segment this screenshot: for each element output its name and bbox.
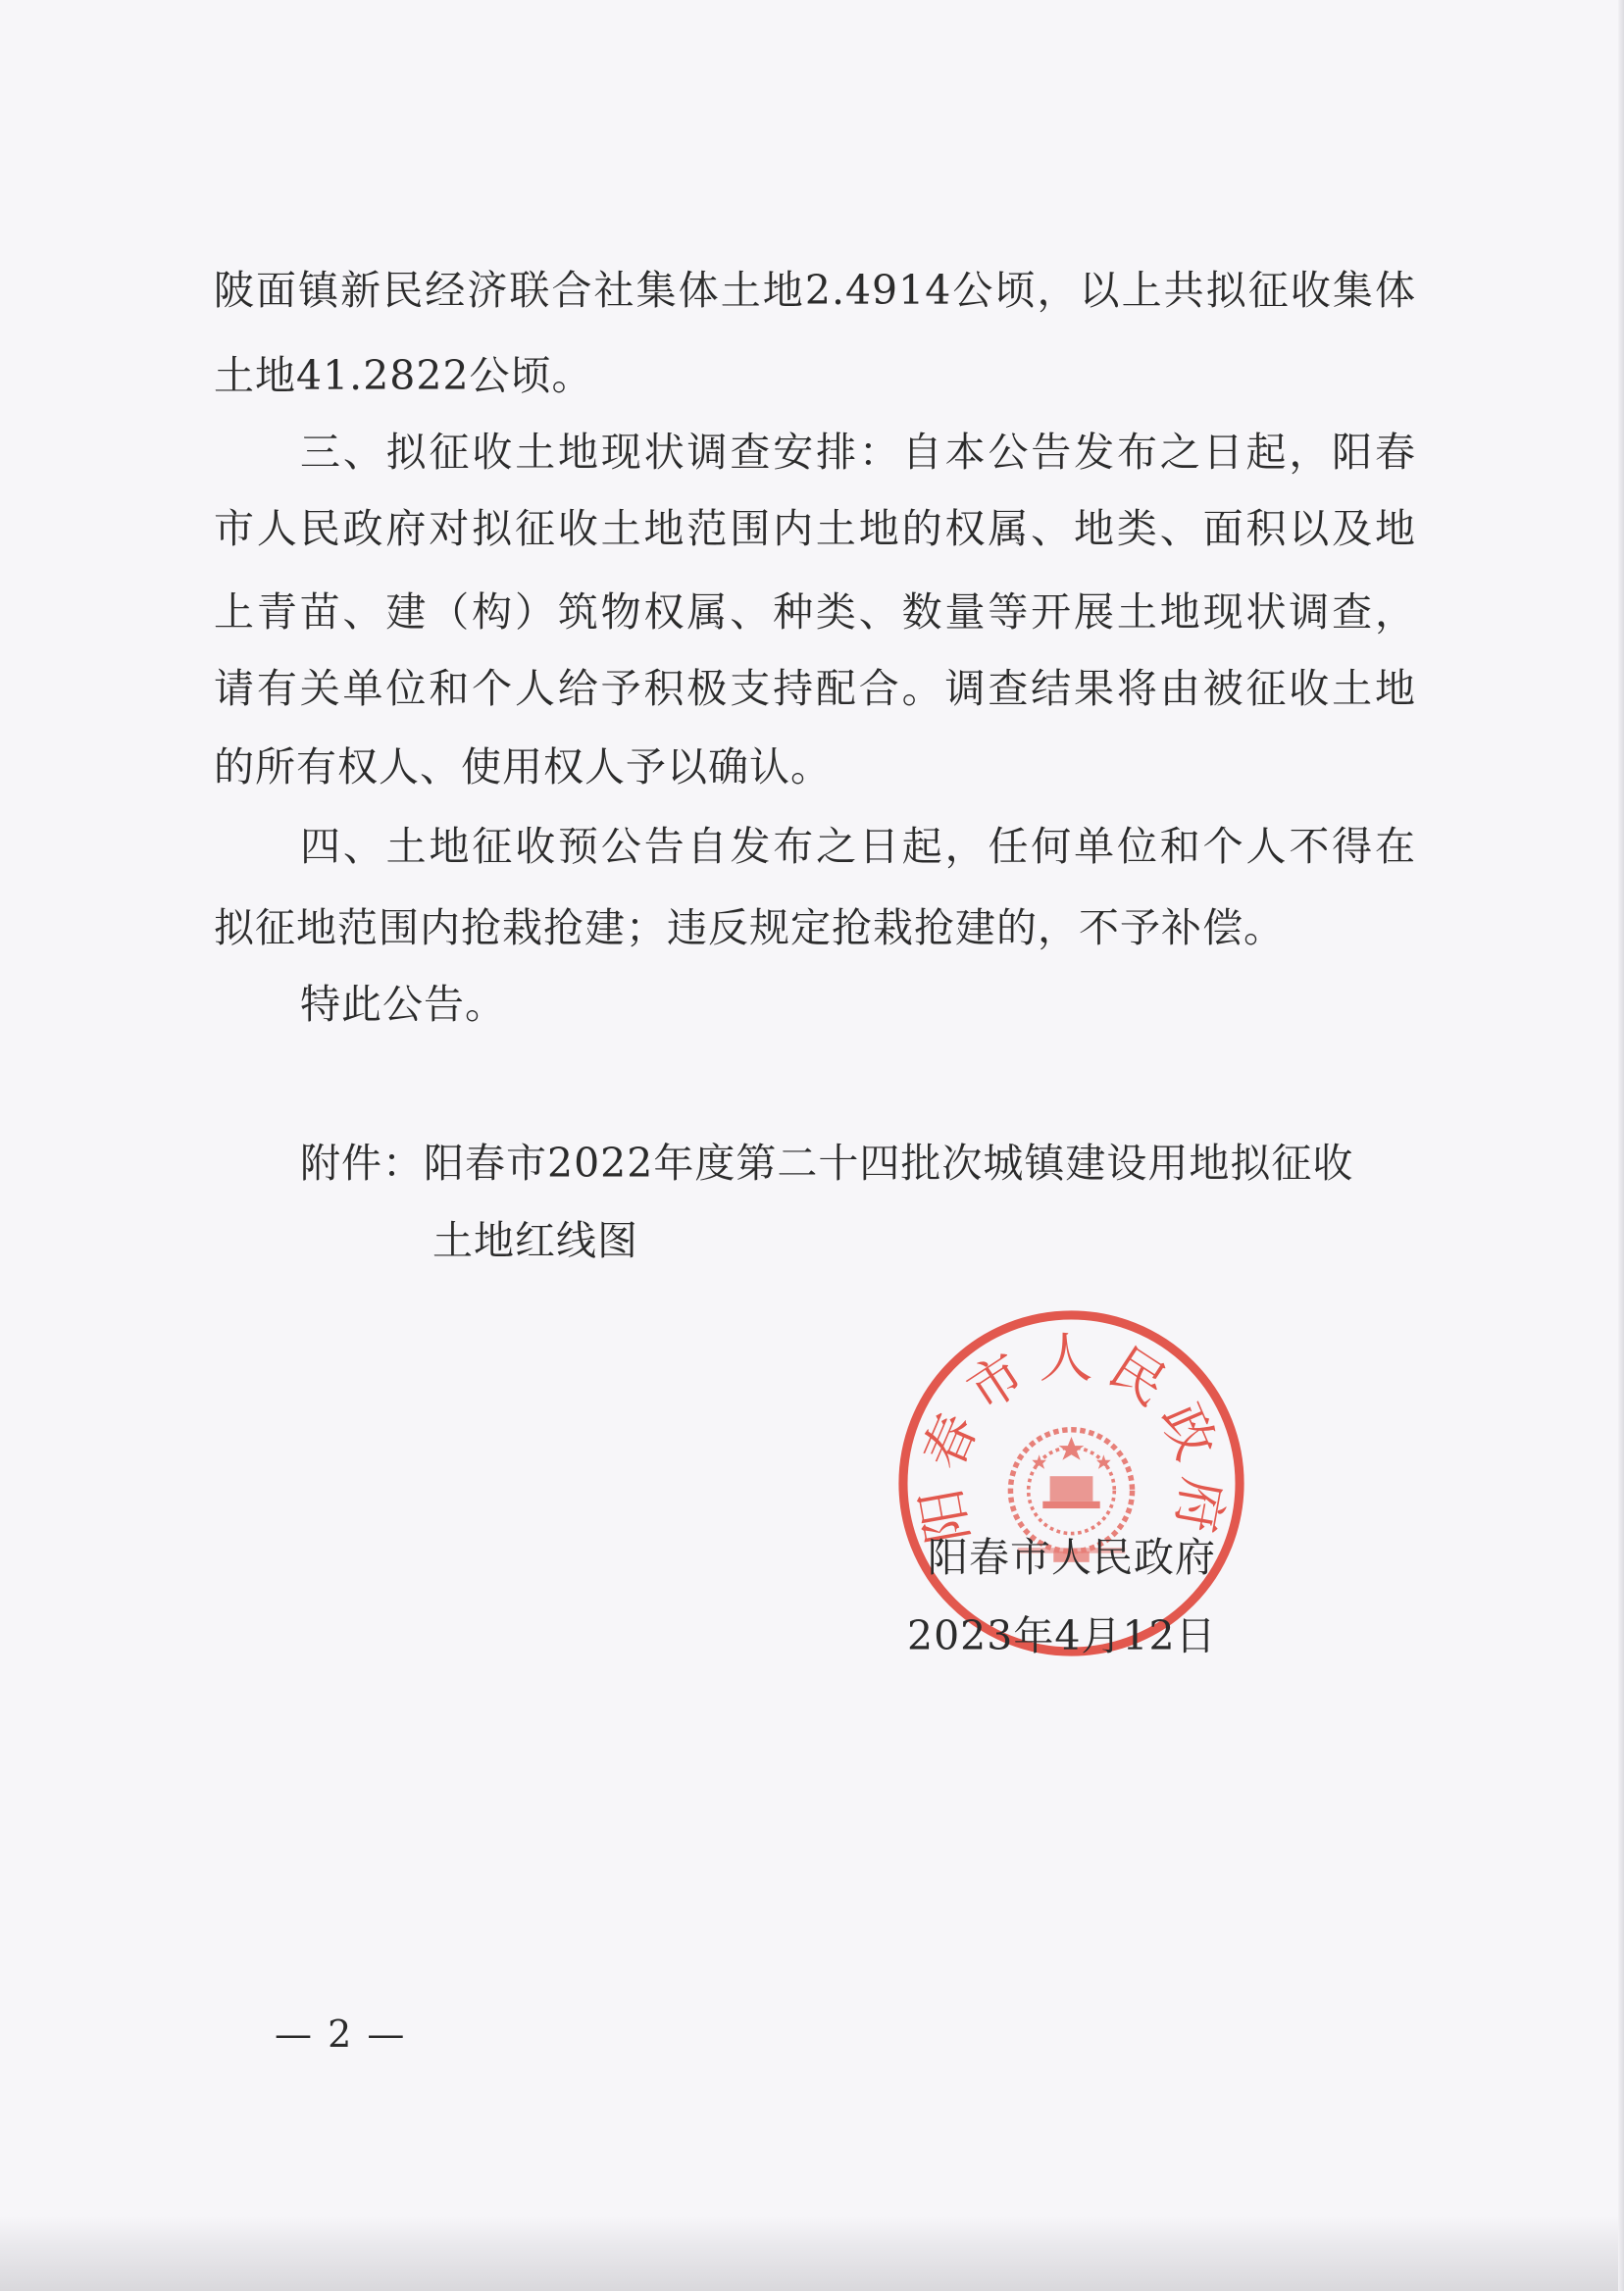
official-seal-icon: [892, 1304, 1250, 1662]
scan-border-right: [1618, 0, 1624, 2291]
scan-border-bottom: [0, 2216, 1624, 2291]
paragraph-line-4: 市人民政府对拟征收土地范围内土地的权属、地类、面积以及地: [214, 505, 1416, 552]
paragraph-line-8: 四、土地征收预公告自发布之日起，任何单位和个人不得在: [300, 823, 1416, 870]
page-number: — 2 —: [275, 2012, 407, 2056]
closing-line: 特此公告。: [300, 981, 506, 1028]
paragraph-line-1: 陂面镇新民经济联合社集体土地2.4914公顷，以上共拟征收集体: [214, 267, 1416, 314]
paragraph-line-5: 上青苗、建（构）筑物权属、种类、数量等开展土地现状调查，: [214, 588, 1416, 636]
paragraph-line-9: 拟征地范围内抢栽抢建；违反规定抢栽抢建的，不予补偿。: [214, 904, 1285, 951]
paragraph-line-6: 请有关单位和个人给予积极支持配合。调查结果将由被征收土地: [214, 665, 1416, 712]
attachment-line-1: 附件：阳春市2022年度第二十四批次城镇建设用地拟征收: [300, 1140, 1354, 1187]
issuer-name: 阳春市人民政府: [928, 1534, 1216, 1581]
seal-text: 阳春市人民政府: [907, 1326, 1236, 1549]
paragraph-line-3: 三、拟征收土地现状调查安排：自本公告发布之日起，阳春: [300, 429, 1416, 476]
paragraph-line-2: 土地41.2822公顷。: [214, 352, 593, 399]
paragraph-line-7: 的所有权人、使用权人予以确认。: [214, 743, 832, 790]
issue-date: 2023年4月12日: [907, 1612, 1217, 1659]
attachment-line-2: 土地红线图: [432, 1217, 638, 1264]
